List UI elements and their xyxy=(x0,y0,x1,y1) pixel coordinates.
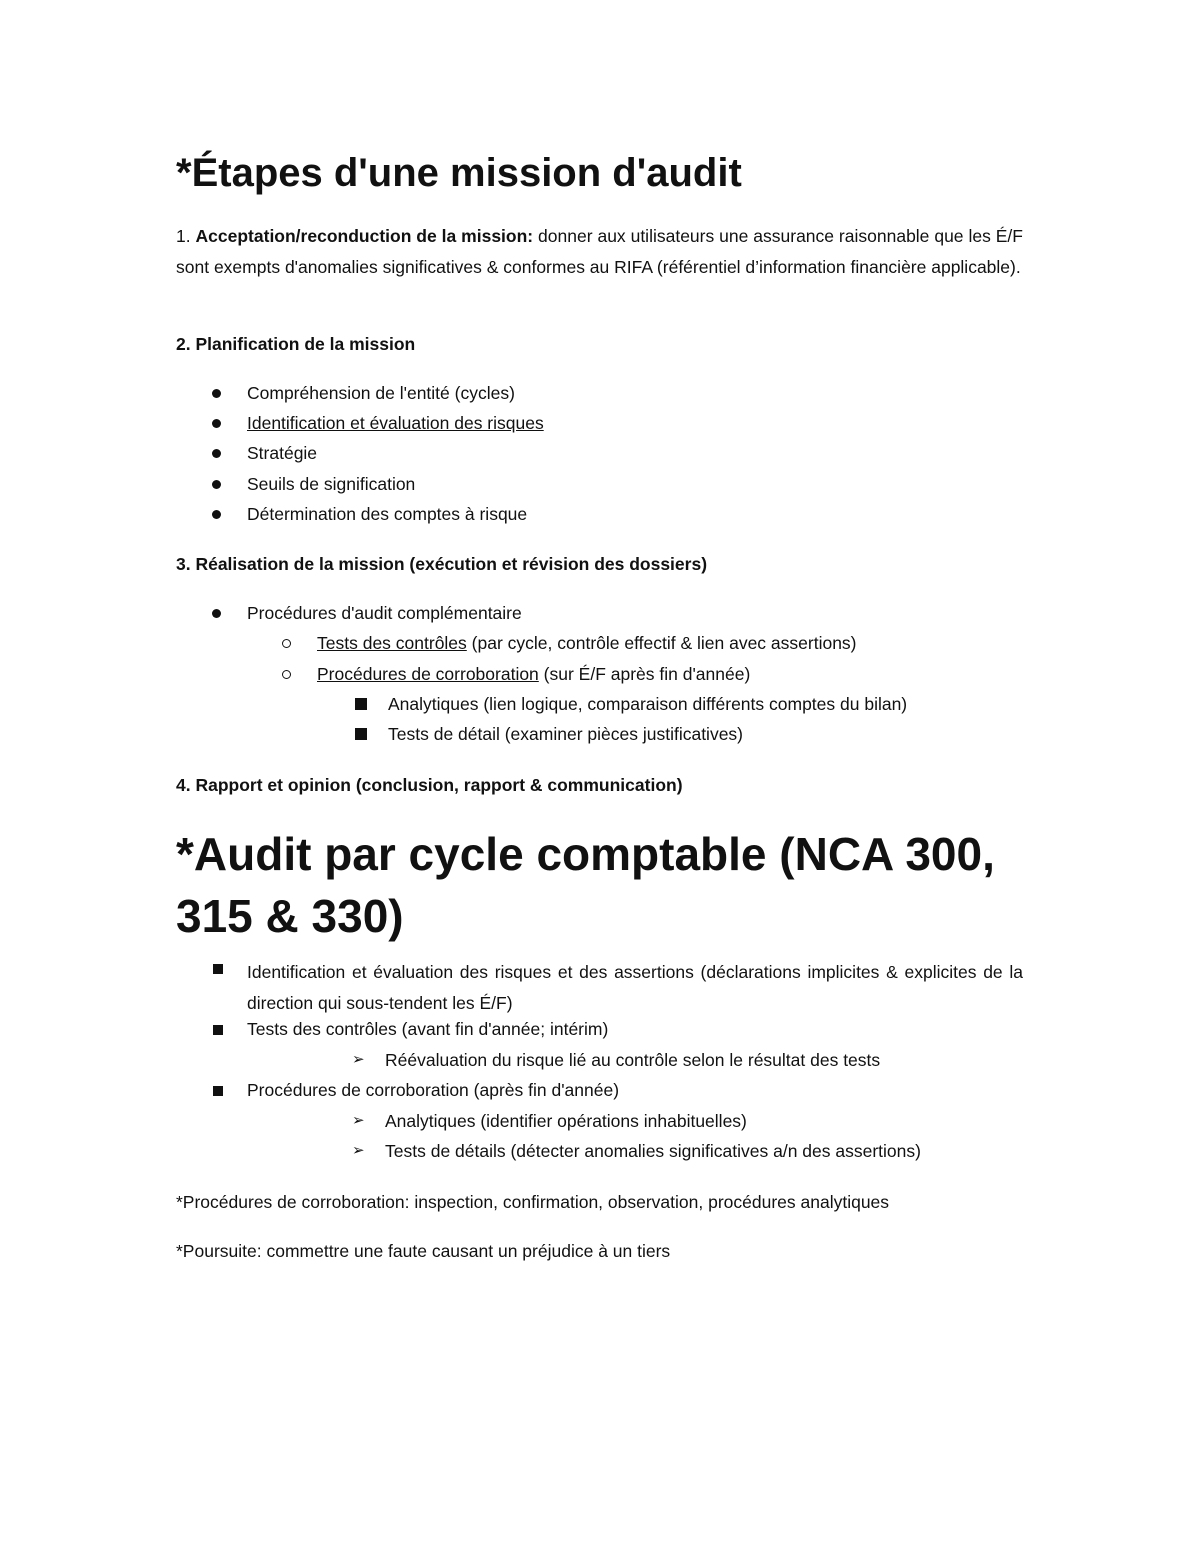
subitem-rest: (par cycle, contrôle effectif & lien avec assertions) xyxy=(466,633,857,653)
subitem-label: Tests des contrôles xyxy=(317,633,467,653)
audit-subitem: Réévaluation du risque lié au contrôle selon le résultat des tests xyxy=(385,1050,881,1070)
section-title-audit-cycle: *Audit par cycle comptable (NCA 300, 315 & 330) xyxy=(176,828,995,942)
square-bullet-icon xyxy=(213,1025,223,1035)
note-corroboration: *Procédures de corroboration: inspection, confirmation, observation, procédures analytiques xyxy=(176,1192,890,1212)
circle-bullet-icon xyxy=(282,639,291,648)
disc-bullet-icon xyxy=(212,449,221,458)
section-title-etapes: *Étapes d'une mission d'audit xyxy=(176,151,742,195)
step2-item: Stratégie xyxy=(247,443,318,463)
step1-paragraph xyxy=(176,221,1023,282)
square-bullet-icon xyxy=(355,698,367,710)
arrow-bullet-icon: ➢ xyxy=(352,1112,365,1129)
step3-item: Procédures d'audit complémentaire xyxy=(247,603,522,623)
step2-item: Seuils de signification xyxy=(247,474,416,494)
disc-bullet-icon xyxy=(212,419,221,428)
arrow-bullet-icon: ➢ xyxy=(352,1051,365,1068)
circle-bullet-icon xyxy=(282,670,291,679)
square-bullet-icon xyxy=(213,964,223,974)
step1-text: donner aux utilisateurs une assurance raisonnable que les É/F sont exempts d'anomalies significatives & conformes au RIFA (référentiel d’information financière applicable). xyxy=(176,226,1023,277)
audit-subitem: Analytiques (identifier opérations inhabituelles) xyxy=(385,1111,747,1131)
step2-item: Compréhension de l'entité (cycles) xyxy=(247,383,515,403)
audit-item: Procédures de corroboration (après fin d'année) xyxy=(247,1080,620,1100)
square-bullet-icon xyxy=(355,728,367,740)
audit-item: Identification et évaluation des risques et des assertions (déclarations implicites & explicites de la direction qui sous-tendent les É/F) xyxy=(247,962,1023,1013)
step2-heading: 2. Planification de la mission xyxy=(176,334,416,354)
step3-subsubitem: Analytiques (lien logique, comparaison différents comptes du bilan) xyxy=(388,694,908,714)
subitem-rest: (sur É/F après fin d'année) xyxy=(538,664,751,684)
step4-heading: 4. Rapport et opinion (conclusion, rapport & communication) xyxy=(176,775,683,795)
step1-number: 1. xyxy=(176,226,191,246)
disc-bullet-icon xyxy=(212,609,221,618)
step3-subsubitem: Tests de détail (examiner pièces justificatives) xyxy=(388,724,744,744)
step1-label: Acceptation/reconduction de la mission: xyxy=(195,226,534,246)
step3-heading: 3. Réalisation de la mission (exécution et révision des dossiers) xyxy=(176,554,708,574)
audit-subitem: Tests de détails (détecter anomalies significatives a/n des assertions) xyxy=(385,1141,921,1161)
disc-bullet-icon xyxy=(212,480,221,489)
arrow-bullet-icon: ➢ xyxy=(352,1142,365,1159)
subitem-label: Procédures de corroboration xyxy=(317,664,539,684)
note-poursuite: *Poursuite: commettre une faute causant un préjudice à un tiers xyxy=(176,1241,671,1261)
step2-item: Détermination des comptes à risque xyxy=(247,504,528,524)
step3-subitem xyxy=(317,663,750,685)
disc-bullet-icon xyxy=(212,510,221,519)
audit-item: Tests des contrôles (avant fin d'année; intérim) xyxy=(247,1019,609,1039)
step2-item: Identification et évaluation des risques xyxy=(247,413,544,433)
disc-bullet-icon xyxy=(212,389,221,398)
step3-subitem xyxy=(317,632,857,654)
square-bullet-icon xyxy=(213,1086,223,1096)
